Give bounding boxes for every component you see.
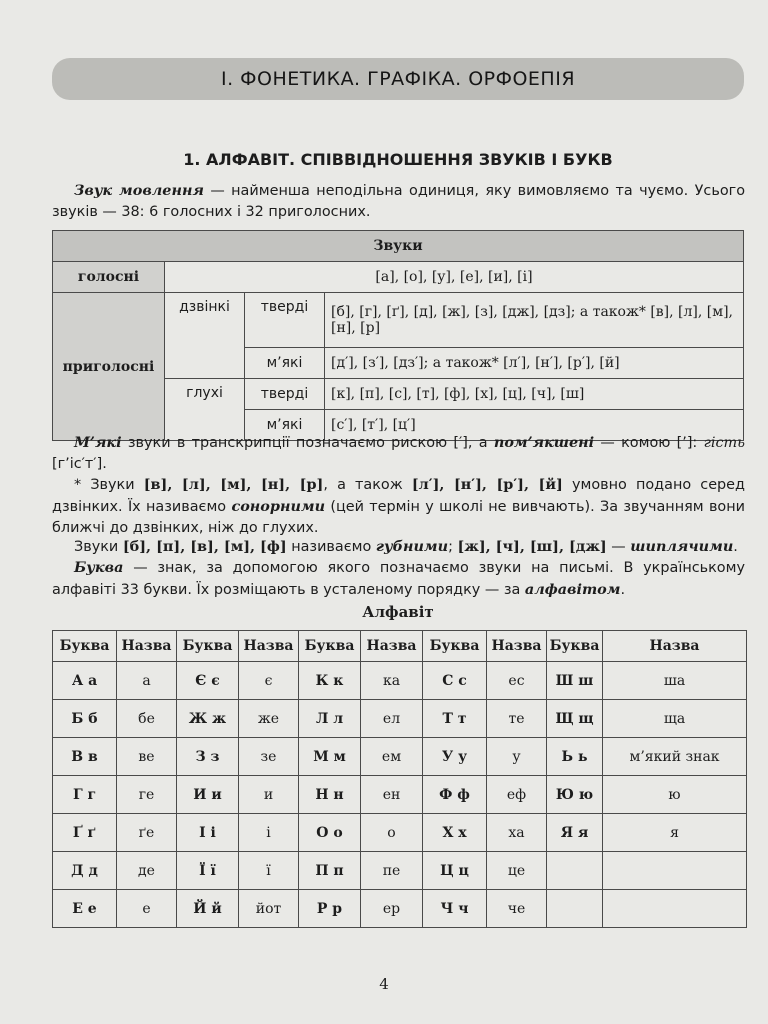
letter-name-cell: ха	[487, 814, 547, 852]
letter-cell: Ж ж	[177, 700, 239, 738]
letter-cell: А а	[53, 662, 117, 700]
letter-name-cell: ї	[239, 852, 299, 890]
voiceless-hard-label: тверді	[245, 379, 325, 410]
voiceless-label: глухі	[165, 379, 245, 441]
letter-name-cell: ю	[603, 776, 747, 814]
letter-name-cell: у	[487, 738, 547, 776]
letter-cell: Д д	[53, 852, 117, 890]
letter-cell: Ч ч	[423, 890, 487, 928]
letter-cell: К к	[299, 662, 361, 700]
voiceless-hard-list: [к], [п], [с], [т], [ф], [х], [ц], [ч], [ш]	[325, 379, 744, 410]
letter-cell: Ґ ґ	[53, 814, 117, 852]
sounds-header: Звуки	[53, 231, 744, 262]
letter-name-cell: ве	[117, 738, 177, 776]
letter-name-cell: пе	[361, 852, 423, 890]
column-header-letter: Буква	[177, 631, 239, 662]
table-row	[53, 662, 747, 700]
letter-cell: М м	[299, 738, 361, 776]
letter-cell	[547, 890, 603, 928]
letter-cell: Р р	[299, 890, 361, 928]
column-header-name: Назва	[239, 631, 299, 662]
term-softened: пом’якшені	[493, 434, 595, 451]
alphabet-table	[52, 630, 747, 928]
letter-name-cell	[603, 890, 747, 928]
text-span: , а також	[323, 477, 412, 493]
letter-cell: Й й	[177, 890, 239, 928]
voiced-hard-list: [б], [г], [ґ], [д], [ж], [з], [дж], [дз]; а також* [в], [л], [м], [н], [р]	[325, 293, 744, 348]
letter-name-cell: йот	[239, 890, 299, 928]
letter-name-cell	[603, 852, 747, 890]
letter-cell: Ш ш	[547, 662, 603, 700]
text-span: звуки в транскрипції позначаємо рискою [′], а	[121, 435, 494, 451]
voiceless-soft-label: м’які	[245, 410, 325, 441]
text-span: — знак, за допомогою якого позначаємо звуки на письмі. В українському алфавіті 33 букви. Їх розміщають в усталеному порядку — за	[52, 560, 745, 598]
paragraph-letter	[52, 557, 745, 601]
column-header-letter: Буква	[547, 631, 603, 662]
letter-name-cell: бе	[117, 700, 177, 738]
paragraph-soft-sounds	[52, 432, 745, 475]
column-header-name: Назва	[603, 631, 747, 662]
text-span: .	[620, 582, 626, 598]
letter-name-cell: ша	[603, 662, 747, 700]
text-span: — комою [’]:	[594, 435, 704, 451]
letter-cell: Т т	[423, 700, 487, 738]
sounds-bold: [ж], [ч], [ш], [дж]	[457, 538, 607, 555]
letter-name-cell: те	[487, 700, 547, 738]
letter-cell: В в	[53, 738, 117, 776]
letter-cell: Я я	[547, 814, 603, 852]
text-span: .	[733, 539, 738, 555]
letter-cell	[547, 852, 603, 890]
letter-cell: И и	[177, 776, 239, 814]
section-title: 1. АЛФАВІТ. СПІВВІДНОШЕННЯ ЗВУКІВ І БУКВ	[183, 150, 613, 169]
text-span: умовно подано серед дзвінких. Їх називаємо	[52, 477, 745, 515]
consonants-label: приголосні	[53, 293, 165, 441]
table-row	[53, 814, 747, 852]
text-span: * Звуки	[74, 477, 144, 493]
alphabet-title: Алфавіт	[362, 603, 434, 621]
text-span: (цей термін у школі не вивчають). За звучанням вони ближчі до дзвінких, ніж до глухих.	[52, 499, 745, 536]
term-letter: Буква	[74, 559, 124, 576]
letter-cell: Х х	[423, 814, 487, 852]
letter-name-cell: ел	[361, 700, 423, 738]
letter-name-cell: о	[361, 814, 423, 852]
letter-cell: Ї ї	[177, 852, 239, 890]
sounds-table	[52, 230, 744, 441]
column-header-letter: Буква	[53, 631, 117, 662]
text-span: —	[606, 539, 631, 555]
term-labial: губними	[375, 538, 449, 555]
term-alphabet: алфавітом	[524, 581, 621, 598]
column-header-name: Назва	[117, 631, 177, 662]
letter-cell: Е е	[53, 890, 117, 928]
letter-name-cell: ем	[361, 738, 423, 776]
sounds-bold: [в], [л], [м], [н], [р]	[143, 476, 324, 493]
letter-cell: Є є	[177, 662, 239, 700]
voiceless-soft-list: [с′], [т′], [ц′]	[325, 410, 744, 441]
letter-cell: Ц ц	[423, 852, 487, 890]
letter-cell: Ю ю	[547, 776, 603, 814]
letter-cell: У у	[423, 738, 487, 776]
table-row	[53, 776, 747, 814]
column-header-name: Назва	[361, 631, 423, 662]
letter-name-cell: зе	[239, 738, 299, 776]
paragraph-sound-definition	[52, 180, 745, 223]
sounds-bold: [л′], [н′], [р′], [й]	[411, 476, 563, 493]
text-span: [г’іс′т′].	[52, 456, 107, 472]
term-soft: М’які	[74, 434, 122, 451]
paragraph-sonorants	[52, 474, 745, 539]
letter-name-cell: ер	[361, 890, 423, 928]
text-span: Звуки	[74, 539, 123, 555]
term-sonorant: сонорними	[231, 498, 326, 515]
text-span: називаємо	[286, 539, 376, 555]
letter-name-cell: де	[117, 852, 177, 890]
vowels-label: голосні	[53, 262, 165, 293]
letter-name-cell: ща	[603, 700, 747, 738]
table-row	[53, 852, 747, 890]
letter-name-cell: я	[603, 814, 747, 852]
letter-name-cell: і	[239, 814, 299, 852]
letter-cell: О о	[299, 814, 361, 852]
voiced-label: дзвінкі	[165, 293, 245, 379]
letter-cell: З з	[177, 738, 239, 776]
letter-cell: Н н	[299, 776, 361, 814]
letter-name-cell: ес	[487, 662, 547, 700]
letter-name-cell: еф	[487, 776, 547, 814]
letter-name-cell: ґе	[117, 814, 177, 852]
letter-cell: Щ щ	[547, 700, 603, 738]
letter-name-cell: ен	[361, 776, 423, 814]
page-number: 4	[379, 975, 389, 993]
column-header-letter: Буква	[299, 631, 361, 662]
term-sound: Звук мовлення	[74, 182, 204, 199]
letter-name-cell: ка	[361, 662, 423, 700]
letter-cell: П п	[299, 852, 361, 890]
vowels-list: [а], [о], [у], [е], [и], [і]	[165, 262, 744, 293]
table-row	[53, 890, 747, 928]
letter-name-cell: це	[487, 852, 547, 890]
paragraph-labials	[52, 536, 745, 558]
alphabet-header-row	[53, 631, 747, 662]
table-row	[53, 738, 747, 776]
letter-cell: І і	[177, 814, 239, 852]
letter-name-cell: и	[239, 776, 299, 814]
letter-cell: Л л	[299, 700, 361, 738]
example-word: гість	[703, 435, 745, 451]
column-header-letter: Буква	[423, 631, 487, 662]
letter-name-cell: є	[239, 662, 299, 700]
voiced-soft-list: [д′], [з′], [дз′]; а також* [л′], [н′], [р′], [й]	[325, 348, 744, 379]
letter-cell: Ь ь	[547, 738, 603, 776]
voiced-soft-label: м’які	[245, 348, 325, 379]
letter-cell: Г г	[53, 776, 117, 814]
letter-cell: Б б	[53, 700, 117, 738]
voiced-hard-label: тверді	[245, 293, 325, 348]
letter-name-cell: а	[117, 662, 177, 700]
letter-name-cell: че	[487, 890, 547, 928]
letter-name-cell: е	[117, 890, 177, 928]
letter-name-cell: ге	[117, 776, 177, 814]
paragraph-text: — найменша неподільна одиниця, яку вимовляємо та чуємо. Усього звуків — 38: 6 голосних і 32 приголосних.	[52, 183, 745, 220]
text-span: ;	[448, 539, 458, 555]
letter-cell: С с	[423, 662, 487, 700]
sounds-bold: [б], [п], [в], [м], [ф]	[122, 538, 287, 555]
letter-name-cell: же	[239, 700, 299, 738]
term-sibilant: шиплячими	[630, 538, 734, 555]
table-row	[53, 700, 747, 738]
letter-cell: Ф ф	[423, 776, 487, 814]
chapter-banner: І. ФОНЕТИКА. ГРАФІКА. ОРФОЕПІЯ	[52, 58, 744, 100]
column-header-name: Назва	[487, 631, 547, 662]
letter-name-cell: м’який знак	[603, 738, 747, 776]
